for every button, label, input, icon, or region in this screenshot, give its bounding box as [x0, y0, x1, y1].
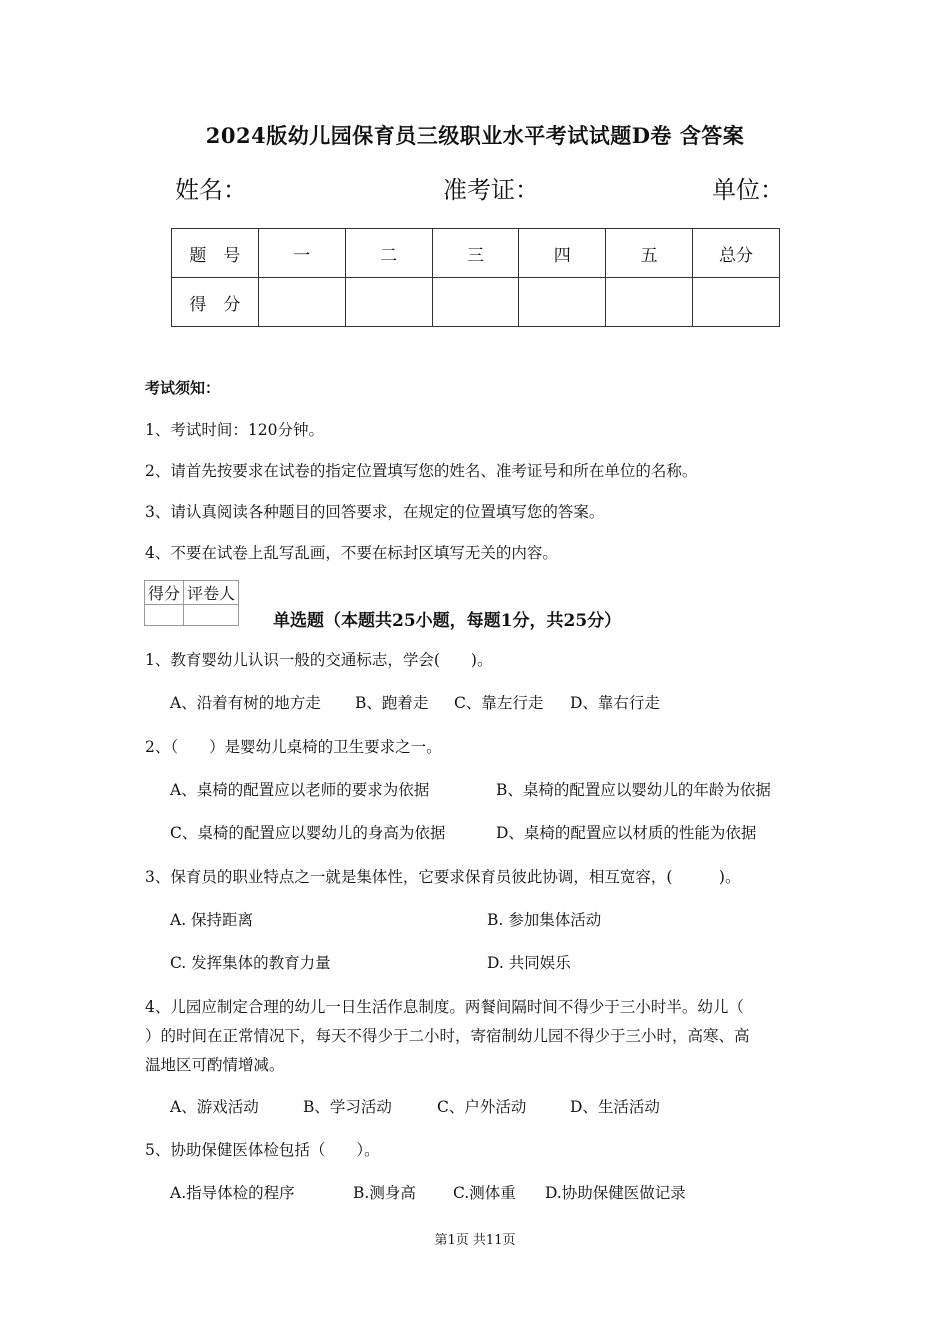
- score-input-cell: [606, 278, 693, 327]
- page-footer: 第1页 共11页: [434, 1233, 516, 1248]
- question-text: 2、（ ）是婴幼儿桌椅的卫生要求之一。: [145, 738, 442, 756]
- score-table-score-row: [172, 278, 780, 327]
- option-c: C、靠左行走: [454, 694, 544, 712]
- score-input-cell: [693, 278, 780, 327]
- score-cell: 四: [519, 229, 606, 278]
- score-cell: 题 号: [172, 229, 259, 278]
- grader-score-label: 得分: [145, 581, 184, 605]
- option-d: D.协助保健医做记录: [545, 1184, 686, 1202]
- score-cell: 二: [345, 229, 432, 278]
- unit-field-label: 单位：: [712, 176, 784, 204]
- notice-item: 1、考试时间：120分钟。: [145, 421, 324, 439]
- option-c: C、户外活动: [437, 1098, 527, 1116]
- option-a: A. 保持距离: [170, 911, 254, 929]
- question-text: 5、协助保健医体检包括（ ）。: [145, 1141, 380, 1159]
- option-a: A、桌椅的配置应以老师的要求为依据: [170, 781, 430, 799]
- notice-item: 4、不要在试卷上乱写乱画，不要在标封区填写无关的内容。: [145, 544, 558, 562]
- option-d: D. 共同娱乐: [487, 954, 571, 972]
- option-a: A、沿着有树的地方走: [170, 694, 321, 712]
- option-b: B、桌椅的配置应以婴幼儿的年龄为依据: [496, 781, 771, 799]
- score-cell: 一: [258, 229, 345, 278]
- exam-number-field-label: 准考证：: [443, 176, 539, 204]
- option-d: D、桌椅的配置应以材质的性能为依据: [496, 824, 757, 842]
- option-c: C、桌椅的配置应以婴幼儿的身高为依据: [170, 824, 446, 842]
- score-table-header-row: [172, 229, 780, 278]
- score-cell: 三: [432, 229, 519, 278]
- option-c: C.测体重: [453, 1184, 516, 1202]
- option-d: D、生活活动: [570, 1098, 660, 1116]
- grader-score-blank: [145, 605, 184, 626]
- question-text: ）的时间在正常情况下，每天不得少于二小时，寄宿制幼儿园不得少于三小时，高寒、高: [145, 1027, 750, 1045]
- score-table: [171, 228, 780, 327]
- notice-item: 2、请首先按要求在试卷的指定位置填写您的姓名、准考证号和所在单位的名称。: [145, 462, 698, 480]
- score-input-cell: [519, 278, 606, 327]
- option-b: B. 参加集体活动: [487, 911, 602, 929]
- grader-box: [144, 580, 239, 626]
- question-text: 温地区可酌情增减。: [145, 1056, 285, 1074]
- option-b: B.测身高: [353, 1184, 416, 1202]
- option-d: D、靠右行走: [570, 694, 660, 712]
- grader-name-label: 评卷人: [184, 581, 239, 605]
- score-input-cell: [432, 278, 519, 327]
- score-cell: 得 分: [172, 278, 259, 327]
- option-a: A.指导体检的程序: [170, 1184, 295, 1202]
- page-title: 2024版幼儿园保育员三级职业水平考试试题D卷 含答案: [205, 123, 745, 148]
- option-b: B、学习活动: [303, 1098, 392, 1116]
- score-cell: 总分: [693, 229, 780, 278]
- score-input-cell: [345, 278, 432, 327]
- option-b: B、跑着走: [355, 694, 429, 712]
- score-cell: 五: [606, 229, 693, 278]
- notice-heading: 考试须知：: [145, 379, 221, 397]
- grader-name-blank: [184, 605, 239, 626]
- question-text: 1、教育婴幼儿认识一般的交通标志，学会( )。: [145, 651, 493, 669]
- section-title: 单选题（本题共25小题，每题1分，共25分）: [273, 611, 622, 631]
- score-input-cell: [258, 278, 345, 327]
- option-a: A、游戏活动: [170, 1098, 259, 1116]
- question-text: 4、儿园应制定合理的幼儿一日生活作息制度。两餐间隔时间不得少于三小时半。幼儿（: [145, 998, 744, 1016]
- notice-item: 3、请认真阅读各种题目的回答要求，在规定的位置填写您的答案。: [145, 503, 605, 521]
- question-text: 3、保育员的职业特点之一就是集体性，它要求保育员彼此协调，相互宽容，( )。: [145, 868, 741, 886]
- option-c: C. 发挥集体的教育力量: [170, 954, 331, 972]
- name-field-label: 姓名：: [175, 176, 247, 204]
